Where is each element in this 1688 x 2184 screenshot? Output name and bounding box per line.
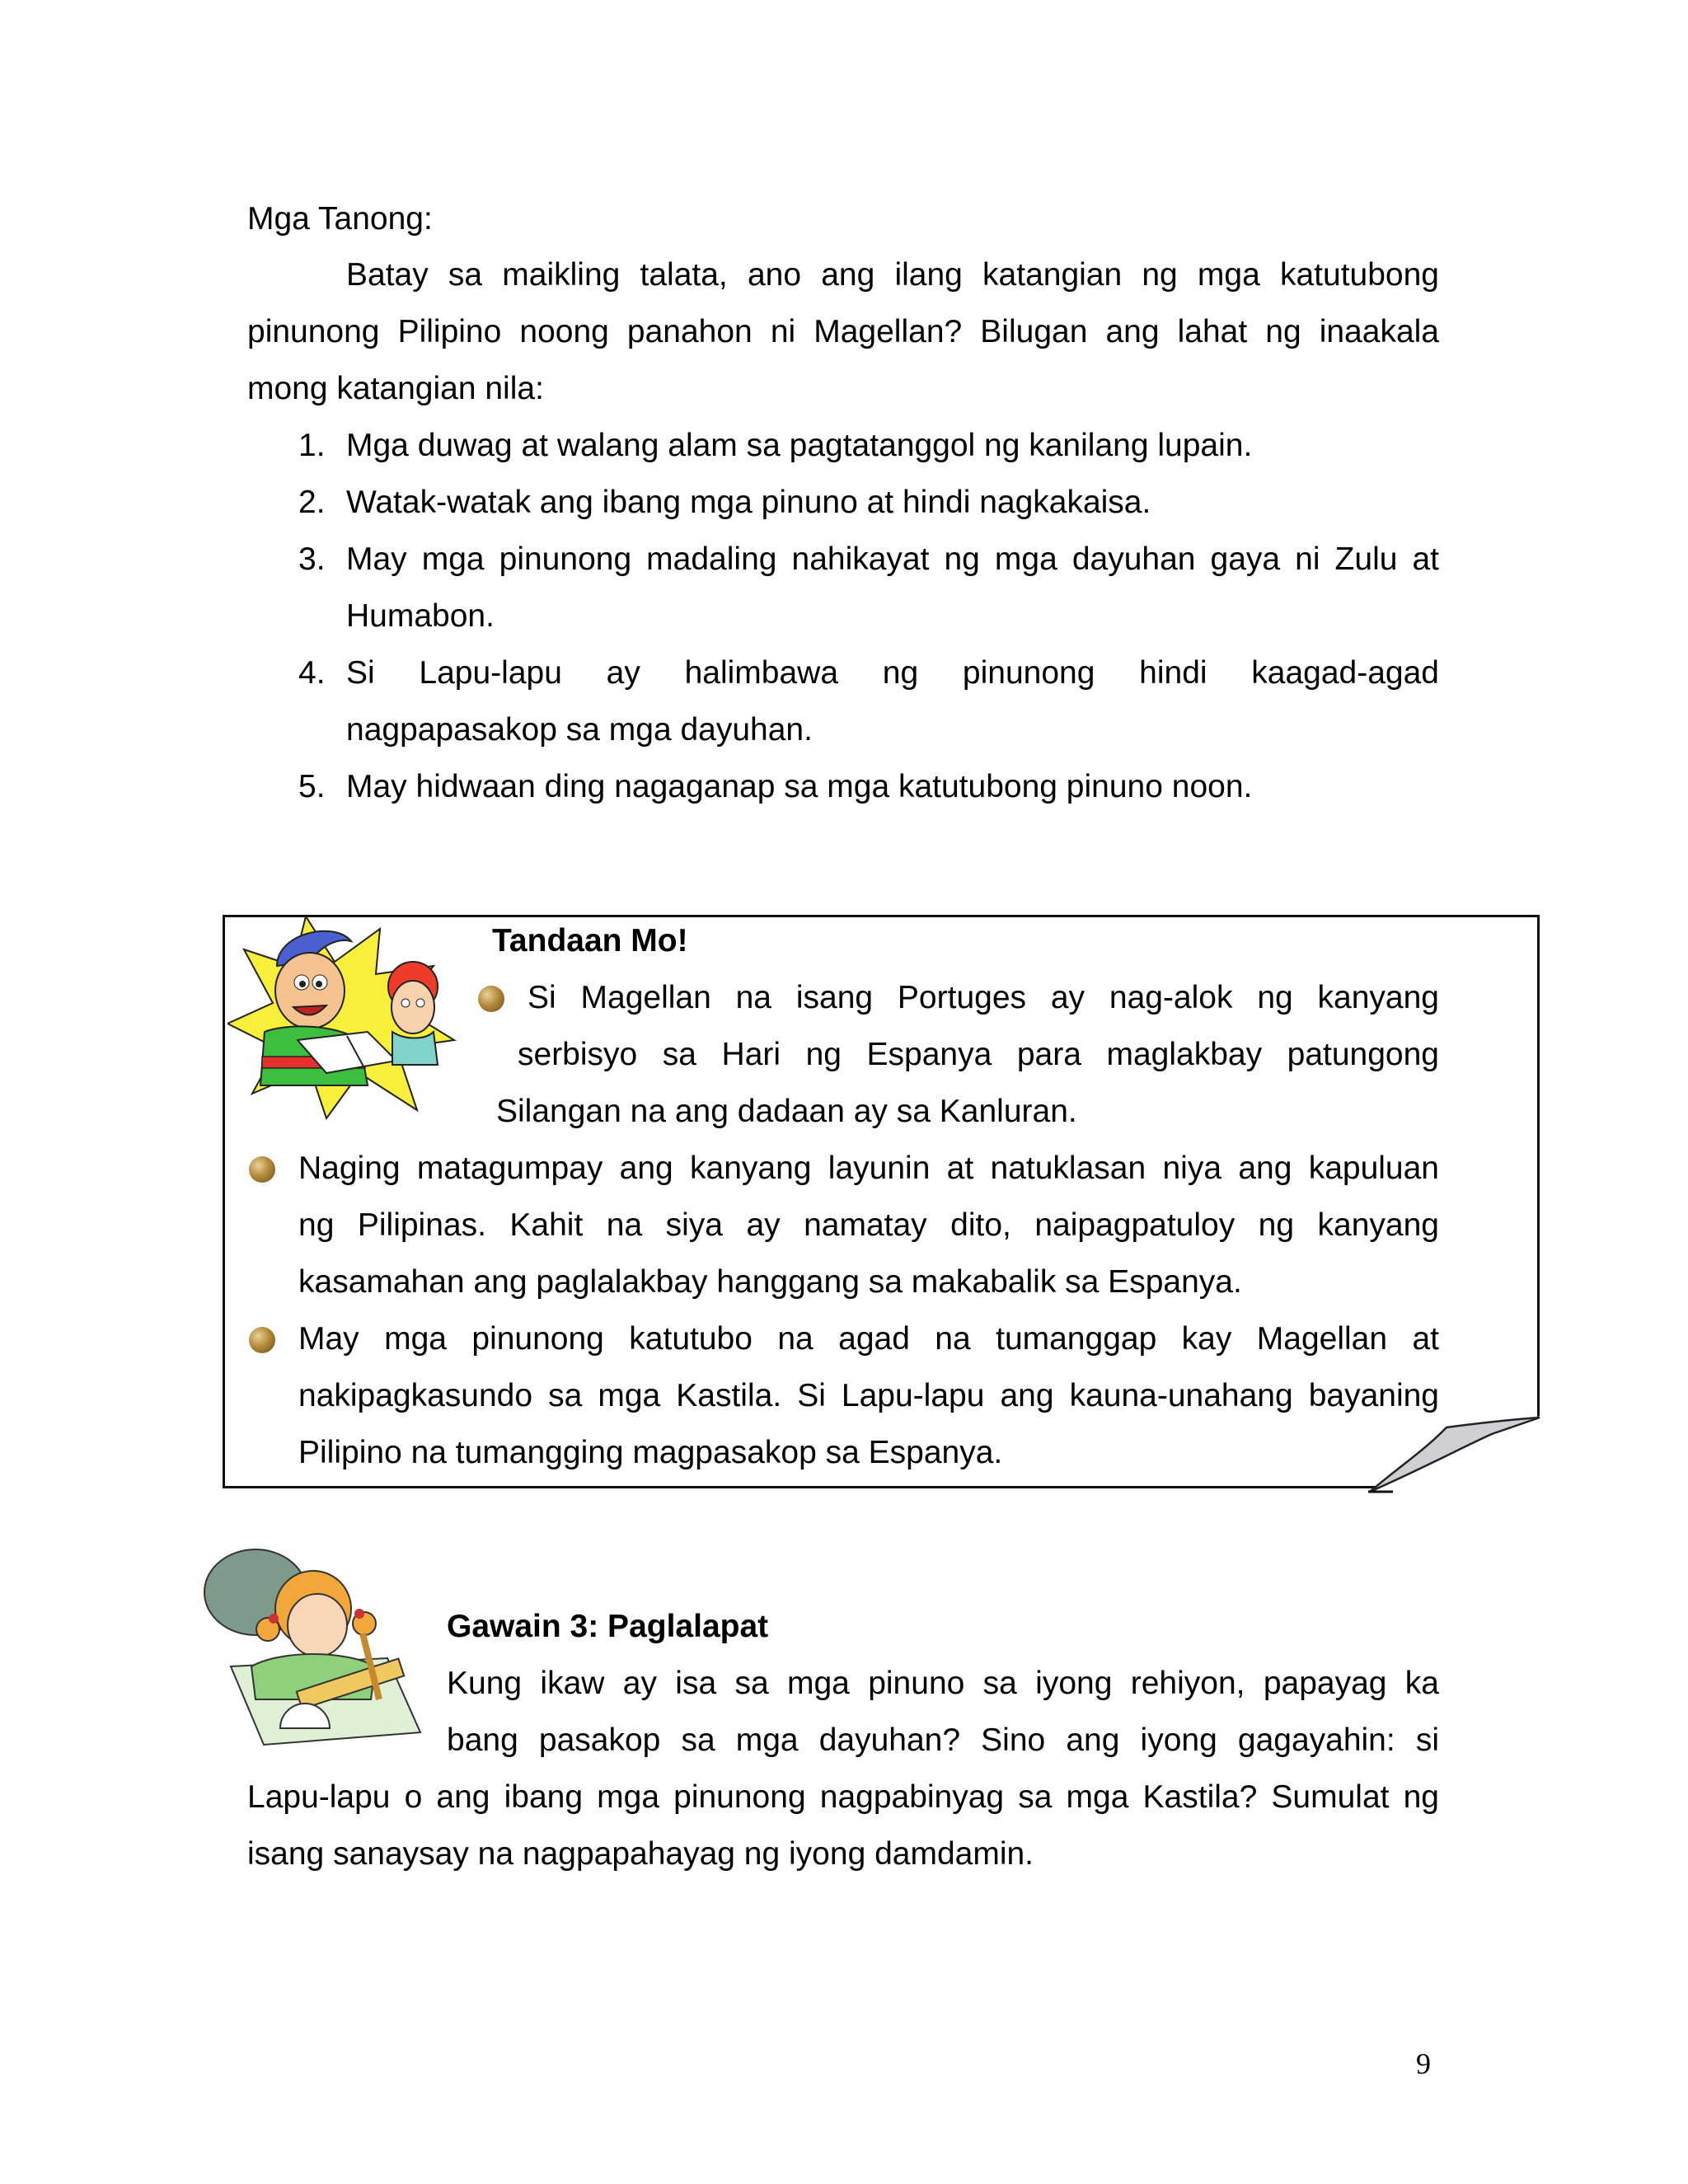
- list-item: Watak-watak ang ibang mga pinuno at hindi nagkakaisa.: [346, 485, 1151, 520]
- tandaan-bullet-line: May mga pinunong katutubo na agad na tumanggap kay Magellan at: [298, 1321, 1439, 1357]
- list-item: Mga duwag at walang alam sa pagtatanggol ng kanilang lupain.: [346, 428, 1253, 463]
- bullet-icon: [249, 1327, 275, 1353]
- tandaan-bullet-line: nakipagkasundo sa mga Kastila. Si Lapu-lapu ang kauna-unahang bayaning: [298, 1378, 1439, 1413]
- list-item: May hidwaan ding nagaganap sa mga katutubong pinuno noon.: [346, 769, 1253, 804]
- list-number: 1.: [298, 428, 326, 463]
- gawain-text-line: isang sanaysay na nagpapahayag ng iyong damdamin.: [247, 1836, 1034, 1872]
- page-number: 9: [1416, 2047, 1431, 2080]
- page-curl-icon: [1368, 1416, 1543, 1498]
- kids-reading-illustration: [227, 916, 468, 1122]
- list-item: May mga pinunong madaling nahikayat ng mga dayuhan gaya ni Zulu at: [346, 541, 1439, 577]
- girl-drawing-illustration: [198, 1543, 422, 1749]
- bullet-icon: [478, 986, 504, 1012]
- tandaan-bullet-line: Pilipino na tumangging magpasakop sa Espanya.: [298, 1435, 1003, 1470]
- gawain-text-line: Lapu-lapu o ang ibang mga pinunong nagpabinyag sa mga Kastila? Sumulat ng: [247, 1779, 1439, 1815]
- tandaan-bullet-line: Naging matagumpay ang kanyang layunin at natuklasan niya ang kapuluan: [298, 1151, 1439, 1186]
- questions-intro-line: Batay sa maikling talata, ano ang ilang katangian ng mga katutubong: [346, 257, 1439, 293]
- gawain-title: Gawain 3: Paglalapat: [447, 1609, 769, 1644]
- tandaan-bullet-line: serbisyo sa Hari ng Espanya para maglakbay patungong: [518, 1037, 1439, 1072]
- questions-heading: Mga Tanong:: [247, 201, 433, 237]
- tandaan-bullet-line: Si Magellan na isang Portuges ay nag-alok ng kanyang: [528, 980, 1439, 1015]
- gawain-text-line: bang pasakop sa mga dayuhan? Sino ang iyong gagayahin: si: [447, 1722, 1439, 1758]
- list-number: 4.: [298, 655, 326, 691]
- tandaan-bullet-line: kasamahan ang paglalakbay hanggang sa makabalik sa Espanya.: [298, 1264, 1242, 1300]
- questions-intro-line: pinunong Pilipino noong panahon ni Magellan? Bilugan ang lahat ng inaakala: [247, 314, 1439, 349]
- list-number: 2.: [298, 485, 326, 520]
- list-number: 3.: [298, 541, 326, 577]
- bullet-icon: [249, 1156, 275, 1183]
- tandaan-title: Tandaan Mo!: [492, 923, 688, 958]
- list-number: 5.: [298, 769, 326, 804]
- questions-intro-line: mong katangian nila:: [247, 371, 544, 406]
- list-item: Si Lapu-lapu ay halimbawa ng pinunong hindi kaagad-agad: [346, 655, 1439, 691]
- gawain-text-line: Kung ikaw ay isa sa mga pinuno sa iyong rehiyon, papayag ka: [447, 1666, 1439, 1701]
- list-item-continuation: nagpapasakop sa mga dayuhan.: [346, 712, 813, 748]
- tandaan-bullet-line: Silangan na ang dadaan ay sa Kanluran.: [496, 1094, 1077, 1129]
- list-item-continuation: Humabon.: [346, 598, 495, 634]
- tandaan-bullet-line: ng Pilipinas. Kahit na siya ay namatay dito, naipagpatuloy ng kanyang: [298, 1207, 1439, 1243]
